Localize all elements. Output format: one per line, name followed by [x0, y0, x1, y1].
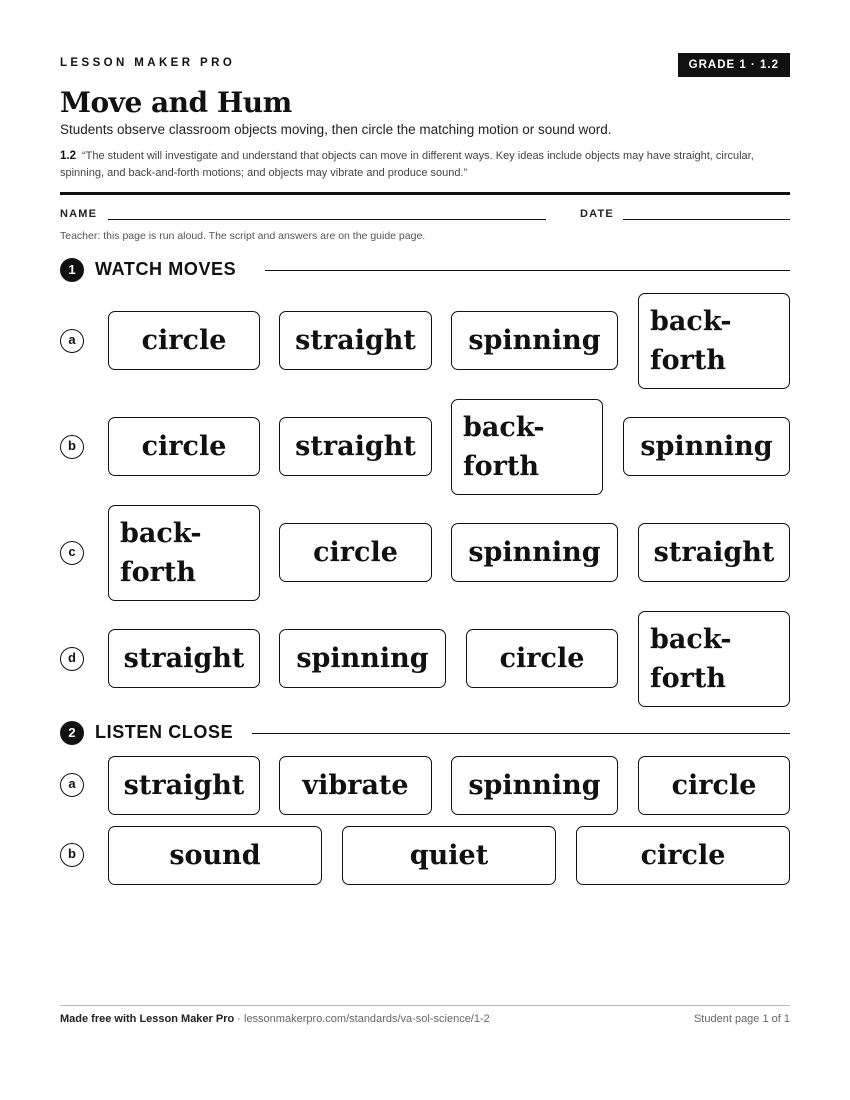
word-choice-spinning[interactable]: spinning: [279, 629, 446, 688]
page-number: Student page 1 of 1: [693, 1013, 790, 1025]
teacher-note: Teacher: this page is run aloud. The script and answers are on the guide page.: [60, 230, 426, 242]
word-choice-circle[interactable]: circle: [466, 629, 618, 688]
footer-url: · lessonmakerpro.com/standards/va-sol-science/1-2: [234, 1013, 490, 1025]
question-row-1b: [60, 399, 790, 495]
row-letter-badge: b: [60, 435, 84, 459]
brand-name: LESSON MAKER PRO: [60, 57, 236, 69]
word-choice-circle[interactable]: circle: [279, 523, 432, 582]
word-choice-sound[interactable]: sound: [108, 826, 322, 885]
section-number-badge: 1: [60, 258, 84, 282]
row-letter-badge: a: [60, 329, 84, 353]
word-choice-circle[interactable]: circle: [576, 826, 790, 885]
question-row-2b: [60, 826, 790, 885]
word-choice-vibrate[interactable]: vibrate: [279, 756, 432, 815]
word-choice-circle[interactable]: circle: [108, 311, 260, 370]
section-rule: [252, 733, 790, 734]
question-row-1d: [60, 611, 790, 707]
word-choice-spinning[interactable]: spinning: [451, 523, 618, 582]
footer-credit: [60, 1013, 490, 1025]
section-rule: [265, 270, 790, 271]
word-choice-back-forth[interactable]: back-forth: [108, 505, 260, 601]
row-letter-badge: a: [60, 773, 84, 797]
footer-made-with: Made free with Lesson Maker Pro: [60, 1013, 235, 1025]
word-choice-back-forth[interactable]: back-forth: [638, 611, 790, 707]
section-number-badge: 2: [60, 721, 84, 745]
date-field-line[interactable]: [623, 219, 790, 220]
worksheet-page: [60, 0, 790, 1100]
standard-description: [60, 148, 790, 182]
word-choice-spinning[interactable]: spinning: [623, 417, 790, 476]
page-subtitle: Students observe classroom objects moving, then circle the matching motion or sound word.: [60, 122, 612, 137]
row-letter-badge: c: [60, 541, 84, 565]
word-choice-straight[interactable]: straight: [108, 756, 260, 815]
question-row-1c: [60, 505, 790, 601]
page-title: Move and Hum: [60, 86, 292, 119]
row-letter-badge: b: [60, 843, 84, 867]
question-row-2a: [60, 756, 790, 815]
header-divider: [60, 192, 790, 195]
date-label: DATE: [580, 208, 614, 220]
section-watch-moves-header: [60, 257, 790, 283]
standard-code: 1.2: [60, 150, 76, 162]
word-choice-quiet[interactable]: quiet: [342, 826, 556, 885]
standard-text: “The student will investigate and understand that objects can move in different ways. Key ideas include objects may have straight, circular, spinning, and back-and-forth motions; and objects may vibrate and produce sound.”: [60, 150, 754, 179]
section-listen-close-header: [60, 720, 790, 746]
word-choice-circle[interactable]: circle: [638, 756, 790, 815]
word-choice-back-forth[interactable]: back-forth: [638, 293, 790, 389]
section-title: WATCH MOVES: [95, 259, 237, 279]
word-choice-back-forth[interactable]: back-forth: [451, 399, 603, 495]
footer-divider: [60, 1005, 790, 1006]
word-choice-straight[interactable]: straight: [108, 629, 260, 688]
row-letter-badge: d: [60, 647, 84, 671]
question-row-1a: [60, 293, 790, 389]
word-choice-spinning[interactable]: spinning: [451, 311, 618, 370]
word-choice-straight[interactable]: straight: [279, 311, 432, 370]
name-label: NAME: [60, 208, 98, 220]
name-field-line[interactable]: [108, 219, 546, 220]
word-choice-straight[interactable]: straight: [638, 523, 790, 582]
word-choice-spinning[interactable]: spinning: [451, 756, 618, 815]
grade-badge: GRADE 1 · 1.2: [678, 53, 790, 77]
word-choice-straight[interactable]: straight: [279, 417, 432, 476]
section-title: LISTEN CLOSE: [95, 722, 234, 742]
word-choice-circle[interactable]: circle: [108, 417, 260, 476]
